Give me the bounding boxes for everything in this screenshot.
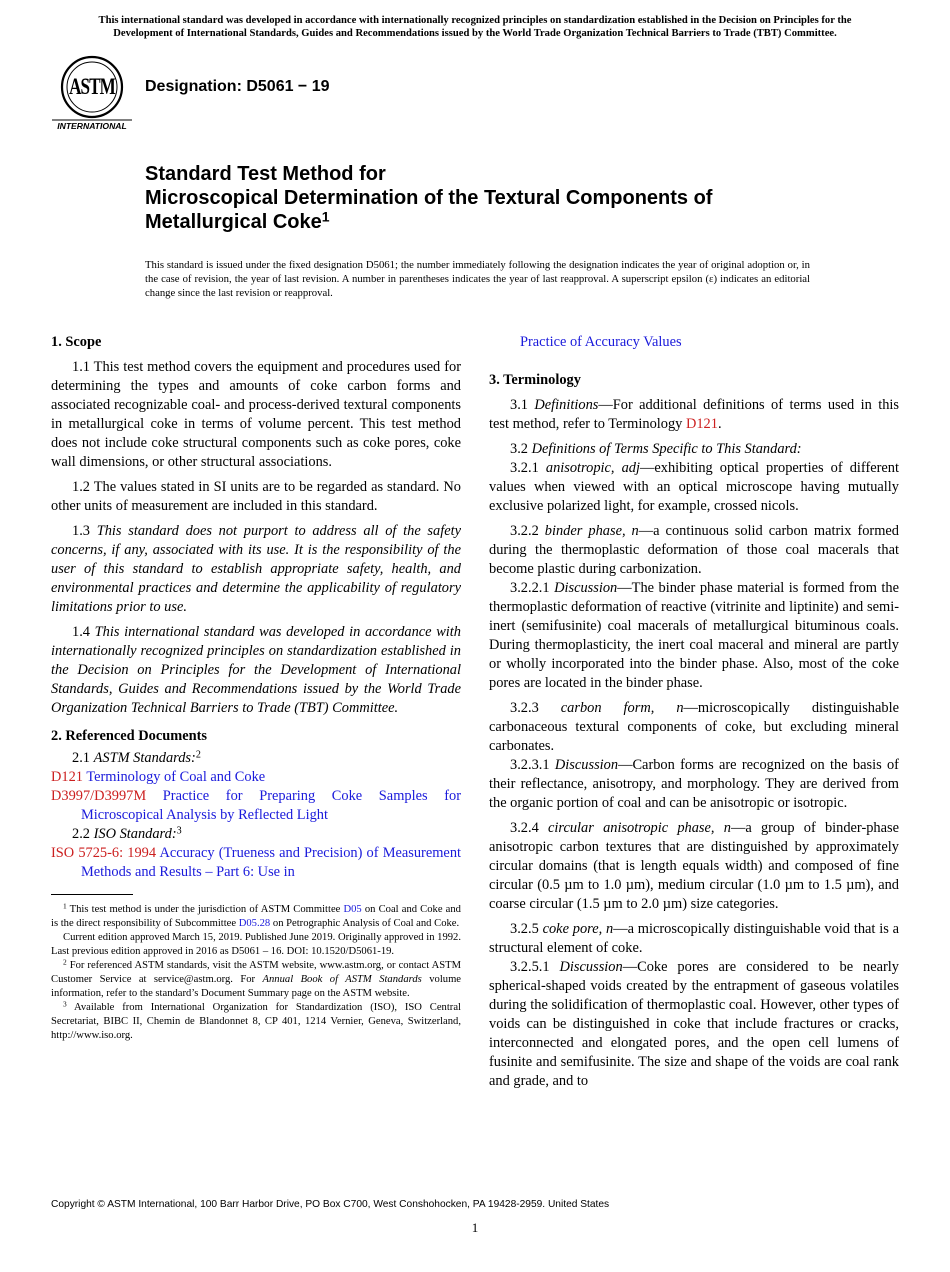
para-1-3-text: This standard does not purport to address all of the safety concerns, if any, associated with its use. It is the responsibility of the user of this standard to establish appropriate safety, health, and environmental practices and determine the applicability of regulatory limitations prior to use. [51,523,461,615]
title-line-1: Standard Test Method for [145,163,386,185]
para-1-4 [51,623,461,718]
astm-standards-sup: 2 [195,749,201,761]
para-3-2-5-1 [489,958,899,1091]
para-3-2-3-num: 3.2.3 [510,700,539,716]
right-column [489,333,899,1091]
para-3-2-3-text: —microscopically distinguishable carbonaceous textural components of coke, but excluding mineral carbonates. [489,700,899,754]
para-3-2-2-num: 3.2.2 [510,523,539,539]
title-line-2: Microscopical Determination of the Textural Components of [145,187,713,209]
para-1-2: 1.2 The values stated in SI units are to be regarded as standard. No other units of measurement are included in this standard. [51,479,461,514]
ref-d121-title[interactable]: Terminology of Coal and Coke [86,769,266,785]
ref-d121[interactable] [51,768,461,787]
title-footnote-mark: 1 [321,208,330,225]
ref-d3997-title[interactable]: Practice for Preparing Coke Samples for Microscopical Analysis by Reflected Light [81,788,461,823]
astm-logo [50,54,134,134]
para-3-2-2 [489,522,899,579]
para-3-1-term: Definitions [534,397,599,413]
para-1-3-num: 1.3 [72,523,90,539]
para-3-2-5 [489,920,899,958]
para-3-2-term: Definitions of Terms Specific to This Standard: [531,441,802,457]
left-column [51,333,461,1043]
para-3-2-2-term: binder phase, n [544,523,639,539]
footnote-divider [51,894,133,895]
title-line-3: Metallurgical Coke [145,211,322,233]
para-3-2-1-text: —exhibiting optical properties of different values when viewed with an optical microscope having mutually exclusive polarized light, for example, crossed nicols. [489,460,900,514]
footnote-1-edition: Current edition approved March 15, 2019. Published June 2019. Originally approved in 1992. Last previous edition approved in 2016 as D5061 – 16. DOI: 10.1520/D5061-19. [51,932,461,957]
para-3-2-num: 3.2 [510,441,528,457]
footnote-1-text-c: on Petrographic Analysis of Coal and Coke. [272,918,460,929]
para-3-1-end: . [717,416,722,432]
footnote-2-text-a: For referenced ASTM standards, visit the ASTM website, www.astm.org, or contact ASTM Customer Service at service@astm.org. For [51,960,461,985]
referenced-documents-heading: 2. Referenced Documents [51,728,207,744]
para-3-2-5-term: coke pore, n [542,921,614,937]
para-1-4-num: 1.4 [72,624,90,640]
iso-standard-label [51,825,461,844]
ref-d3997-code[interactable]: D3997/D3997M [51,788,147,804]
astm-standards-label [51,749,461,768]
logo-international: INTERNATIONAL [57,121,127,131]
issuance-statement: This standard is issued under the fixed designation D5061; the number immediately following the designation indicates the year of original adoption or, in the case of revision, the year of last revision. A number in parentheses indicates the year of last reapproval. A superscript epsilon (ε) indicates an editorial change since the last revision or reapproval. [145,259,810,299]
ref-iso-5725[interactable] [51,844,461,882]
scope-heading: 1. Scope [51,334,102,350]
para-3-2-3-1-text: —Carbon forms are recognized on the basis of their reflectance, anisotropy, and morphology. They are derived from the organic portion of coal and can be anisotropic or isotropic. [489,757,899,811]
astm-wordmark-icon [69,75,116,100]
para-3-1-num: 3.1 [510,397,528,413]
para-3-2-4-num: 3.2.4 [510,820,539,836]
para-3-2-5-text: —a microscopically distinguishable void that is a structural element of coke. [489,921,899,956]
iso-standard-sup: 3 [176,825,182,837]
para-3-2-1-term: anisotropic, adj [545,460,640,476]
footnote-1-text-b: on Coal and Coke and is the direct responsibility of Subcommittee [51,904,461,929]
para-3-2-3-1 [489,756,899,813]
para-3-2-5-1-num: 3.2.5.1 [510,959,550,975]
para-3-2 [489,440,899,459]
para-3-2-1 [489,459,899,516]
footnote-3 [51,1001,461,1043]
top-notice-line-2: Development of International Standards, Guides and Recommendations issued by the World Trade Organization Technical Barriers to Trade (TBT) Committee. [113,28,837,39]
para-3-2-3 [489,699,899,756]
ref-iso-5725-title[interactable]: Accuracy (Trueness and Precision) of Measurement Methods and Results – Part 6: Use in [81,845,462,880]
para-3-2-2-1 [489,579,899,693]
para-3-2-5-num: 3.2.5 [510,921,539,937]
document-title [145,162,885,234]
para-1-3 [51,522,461,617]
copyright-notice: Copyright © ASTM International, 100 Barr Harbor Drive, PO Box C700, West Conshohocken, PA 19428-2959. United States [51,1199,610,1210]
para-3-2-1-num: 3.2.1 [510,460,539,476]
para-3-2-2-1-num: 3.2.2.1 [510,580,550,596]
para-3-2-3-1-term: Discussion [554,757,619,773]
footnote-1 [51,903,461,931]
link-d05[interactable]: D05 [343,904,362,915]
terminology-heading: 3. Terminology [489,372,581,388]
para-3-2-3-1-num: 3.2.3.1 [510,757,550,773]
footnote-2-mark: 2 [63,957,67,967]
para-1-4-text: This international standard was developed in accordance with internationally recognized principles on standardization established in the Decision on Principles for the Development of International Standards, Guides and Recommendations issued by the World Trade Organization Technical Barriers to Trade (TBT) Committee. [51,624,461,716]
para-3-2-4 [489,819,899,914]
iso-standard-text: ISO Standard: [93,826,177,842]
para-1-1: 1.1 This test method covers the equipment and procedures used for determining the types and amounts of coke carbon forms and associated recognizable coal- and process-derived textural components in metallurgical coke in terms of volume percent. This test method does not include coke structural components such as coke pores, coke wall dimensions, or other structural associations. [51,359,461,470]
iso-standard-num: 2.2 [72,826,90,842]
ref-d3997[interactable] [51,787,461,825]
footnote-2 [51,959,461,1001]
page-number: 1 [471,1220,479,1235]
para-3-2-2-1-term: Discussion [554,580,618,596]
para-3-1 [489,396,899,434]
para-3-1-text: —For additional definitions of terms used in this test method, refer to Terminology [489,397,899,432]
para-3-2-4-text: —a group of binder-phase anisotropic carbon textures that are distinguished by approximately circular domains (that is length equals width) and composed of fine circular (0.5 µm to 1.0 µm), medium circular (1.0 µm to 1.5 µm), and coarse circular (1.5 µm to 2.0 µm) size categories. [489,820,899,912]
ref-iso-5725-code[interactable]: ISO 5725-6: 1994 [51,845,157,861]
astm-standards-num: 2.1 [72,750,90,766]
footnote-3-mark: 3 [63,999,67,1009]
ref-d121-code[interactable]: D121 [51,769,83,785]
designation: Designation: D5061 − 19 [145,78,330,95]
footnote-2-book-title: Annual Book of ASTM Standards [262,974,422,985]
astm-standards-text: ASTM Standards: [93,750,196,766]
top-notice-line-1: This international standard was developed in accordance with internationally recognized principles on standardization established in the Decision on Principles for the [98,15,852,26]
para-3-2-5-1-term: Discussion [559,959,623,975]
para-3-2-2-1-text: —The binder phase material is formed from the thermoplastic deformation of reactive (vitrinite and liptinite) and semi-inert (semifusinite) coal macerals of metallurgical bituminous coals. During thermoplasticity, the inert coal maceral and mineral are partly or wholly incorporated into the binder phase. Also, most of the coke pores are located in the binder phase. [489,580,899,691]
footnote-2-text-b: volume information, refer to the standard’s Document Summary page on the ASTM website. [51,974,462,999]
top-notice [40,14,910,40]
link-d121[interactable]: D121 [685,416,718,432]
ref-iso-5725-title-cont[interactable]: Practice of Accuracy Values [520,334,682,350]
footnote-1-mark: 1 [63,901,67,911]
para-3-2-4-term: circular anisotropic phase, n [548,820,731,836]
logo-wordmark: ASTM [69,74,115,100]
para-3-2-3-term: carbon form, n [560,700,684,716]
footnote-3-text: Available from International Organization for Standardization (ISO), ISO Central Secretariat, BIBC II, Chemin de Blandonnet 8, CP 401, 1214 Vernier, Geneva, Switzerland, http://www.iso.org. [51,1002,461,1041]
link-d05-28[interactable]: D05.28 [238,918,271,929]
para-3-2-2-text: —a continuous solid carbon matrix formed during the thermoplastic deformation of those coal macerals that become plastic during carbonization. [489,523,899,577]
footnote-1-text-a: This test method is under the jurisdiction of ASTM Committee [69,904,341,915]
para-3-2-5-1-text: —Coke pores are considered to be nearly spherical-shaped voids created by the entrapment of gaseous volatiles during the solidification of thermoplastic coal. However, other types of voids can be distinguished in coke that include fractures or cracks, interconnected and elongated pores, and the open cell lumens of fusinite and semifusinite. The size and shape of the voids are coal rank and grade, and to [489,959,899,1089]
